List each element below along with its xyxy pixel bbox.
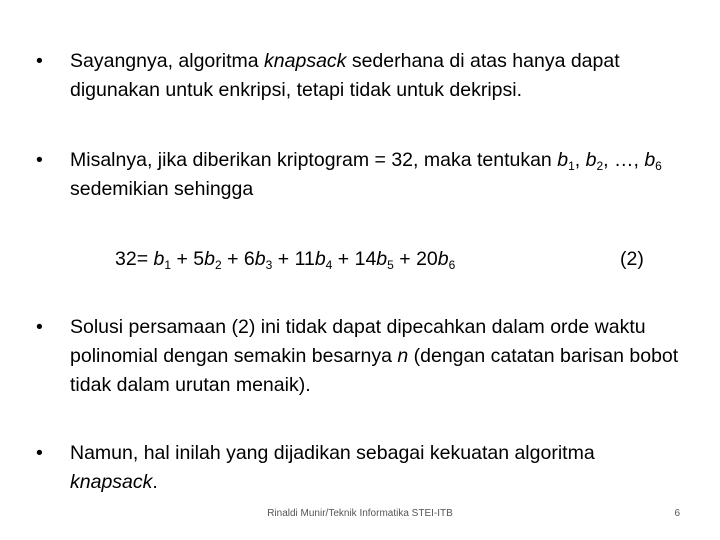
variable-b: b (376, 248, 388, 270)
bullet-marker: • (36, 149, 43, 171)
bullet-text-part: . (152, 471, 158, 493)
bullet-marker: • (36, 442, 43, 464)
bullet-text (36, 313, 686, 400)
subscript: 2 (596, 159, 604, 173)
variable-n: n (397, 345, 409, 367)
variable-b: b (557, 149, 569, 171)
variable-b: b (204, 248, 215, 270)
equation-number: (2) (620, 248, 644, 270)
coef: 20 (416, 248, 438, 270)
operator: + (272, 248, 295, 270)
variable-b: b (585, 149, 597, 171)
operator: + (171, 248, 194, 270)
separator: , (574, 149, 586, 171)
bullet-text-part: sedemikian sehingga (70, 178, 254, 200)
operator: + (393, 248, 417, 270)
bullet-strength (36, 439, 686, 497)
bullet-text-part: (dengan catatan barisan bobot tidak dalam urutan menaik). (70, 345, 679, 396)
bullet-text (36, 47, 686, 105)
bullet-text (36, 146, 686, 204)
subscript: 1 (164, 258, 172, 272)
bullet-example (36, 146, 686, 204)
subscript: 4 (325, 258, 333, 272)
equation-term (154, 248, 194, 270)
coef: 6 (243, 248, 255, 270)
variable-b: b (153, 248, 165, 270)
subscript: 6 (448, 258, 456, 272)
subscript: 5 (387, 258, 394, 272)
variable-b: b (644, 149, 656, 171)
equation-term (416, 248, 455, 270)
bullet-text-part: Sayangnya, algoritma (70, 50, 265, 72)
bullet-marker: • (36, 316, 43, 338)
equation-term (355, 248, 416, 270)
bullet-text-part: Misalnya, jika diberikan kriptogram = 32, maka tentukan (70, 149, 558, 171)
equation-term (295, 248, 355, 270)
coef: 5 (193, 248, 205, 270)
page-number: 6 (674, 508, 680, 519)
equation-lhs: 32= (115, 248, 154, 270)
equation-term (193, 248, 244, 270)
equation (115, 245, 455, 274)
bullet-solution (36, 313, 686, 400)
subscript: 2 (215, 258, 222, 272)
variable-b: b (314, 248, 326, 270)
variable-b: b (437, 248, 449, 270)
variable-b: b (254, 248, 266, 270)
coef: 14 (354, 248, 377, 270)
separator: , …, (603, 149, 645, 171)
bullet-text-italic: knapsack (264, 50, 347, 72)
bullet-text-part: Solusi persamaan (2) ini tidak dapat dipecahkan dalam orde waktu polinomial dengan semakin besarnya (70, 316, 646, 367)
bullet-text-italic: knapsack (70, 471, 153, 493)
footer-text: Rinaldi Munir/Teknik Informatika STEI-ITB (267, 508, 453, 519)
bullet-text (36, 439, 686, 497)
subscript: 3 (265, 258, 273, 272)
bullet-marker: • (36, 50, 43, 72)
bullet-text-part: sederhana di atas hanya dapat digunakan untuk enkripsi, tetapi tidak untuk dekripsi. (70, 50, 620, 101)
subscript: 1 (568, 159, 575, 173)
equation-term (244, 248, 295, 270)
subscript: 6 (655, 159, 662, 173)
operator: + (221, 248, 244, 270)
bullet-knapsack-limitation (36, 47, 686, 105)
operator: + (332, 248, 355, 270)
coef: 11 (294, 248, 315, 270)
bullet-text-part: Namun, hal inilah yang dijadikan sebagai kekuatan algoritma (70, 442, 595, 464)
